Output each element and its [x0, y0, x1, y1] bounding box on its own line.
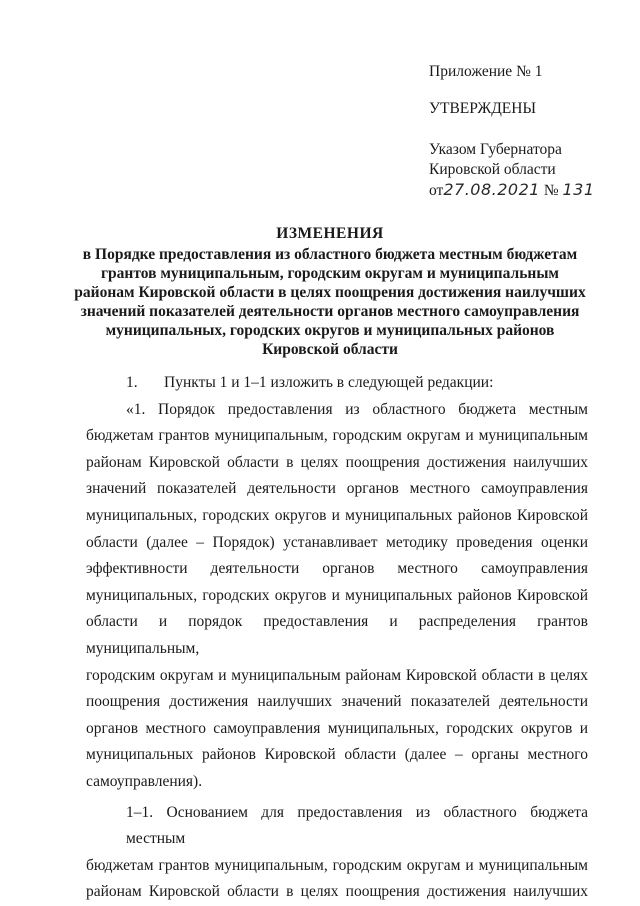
decree-line-1: Указом Губернатора — [429, 141, 562, 158]
number-prefix: № — [543, 182, 559, 199]
heading-line: грантов муниципальным, городским округам и муниципальным — [101, 265, 559, 282]
paragraph-1-line: муниципальных районов Кировской области (далее – органы местного — [86, 746, 588, 764]
heading-line: муниципальных, городских округов и муниципальных районов — [105, 322, 555, 339]
item-1-text: Пункты 1 и 1–1 изложить в следующей редакции: — [164, 374, 494, 391]
item-1-number: 1. — [126, 374, 138, 391]
appendix-label: Приложение № 1 — [429, 63, 543, 80]
date-prefix: от — [429, 182, 444, 199]
heading-line: в Порядке предоставления из областного бюджета местным бюджетам — [82, 246, 578, 263]
handwritten-number: 131 — [562, 180, 595, 199]
heading-line: Кировской области — [262, 341, 398, 358]
approval-block — [429, 62, 629, 201]
document-title: ИЗМЕНЕНИЯ — [276, 225, 384, 242]
heading-line: районам Кировской области в целях поощрения достижения наилучших — [74, 284, 586, 301]
decree-line-2: Кировской области — [429, 161, 556, 178]
heading-line: значений показателей деятельности органов местного самоуправления — [80, 303, 580, 320]
item-1 — [86, 370, 588, 397]
decree-date-line — [429, 180, 629, 201]
paragraph-1-line: органов местного самоуправления муниципальных, городских округов и — [86, 719, 588, 737]
paragraph-1-last-line: самоуправления). — [86, 772, 203, 790]
paragraph-1-line: муниципальных, городских округов и муниципальных районов Кировской — [86, 586, 588, 604]
paragraph-1-line: районам Кировской области в целях поощрения достижения наилучших — [86, 453, 588, 471]
paragraph-1-line: городским округам и муниципальным районам Кировской области в целях — [86, 666, 588, 684]
paragraph-1-line: области (далее – Порядок) устанавливает методику проведения оценки — [86, 533, 588, 551]
approved-label: УТВЕРЖДЕНЫ — [429, 100, 536, 117]
paragraph-1-line: значений показателей деятельности органов местного самоуправления — [86, 480, 588, 498]
paragraph-2-line: бюджетам грантов муниципальным, городским округам и муниципальным — [86, 856, 588, 874]
paragraph-1-line: эффективности деятельности органов местного самоуправления — [86, 560, 588, 578]
paragraph-2-line: 1–1. Основанием для предоставления из областного бюджета местным — [126, 803, 588, 848]
paragraph-1-line: поощрения достижения наилучших значений показателей деятельности — [86, 693, 588, 711]
document-body — [86, 370, 588, 906]
paragraph-1-line: муниципальных, городских округов и муниципальных районов Кировской — [86, 506, 588, 524]
paragraph-2-line: районам Кировской области в целях поощрения достижения наилучших — [86, 883, 588, 901]
handwritten-date: 27.08.2021 — [443, 180, 540, 199]
paragraph-1-line: «1. Порядок предоставления из областного бюджета местным — [126, 400, 588, 418]
paragraph-1-line: бюджетам грантов муниципальным, городским округам и муниципальным — [86, 427, 588, 445]
paragraph-1-line: области и порядок предоставления и распределения грантов муниципальным, — [86, 613, 588, 657]
document-heading — [60, 224, 600, 359]
